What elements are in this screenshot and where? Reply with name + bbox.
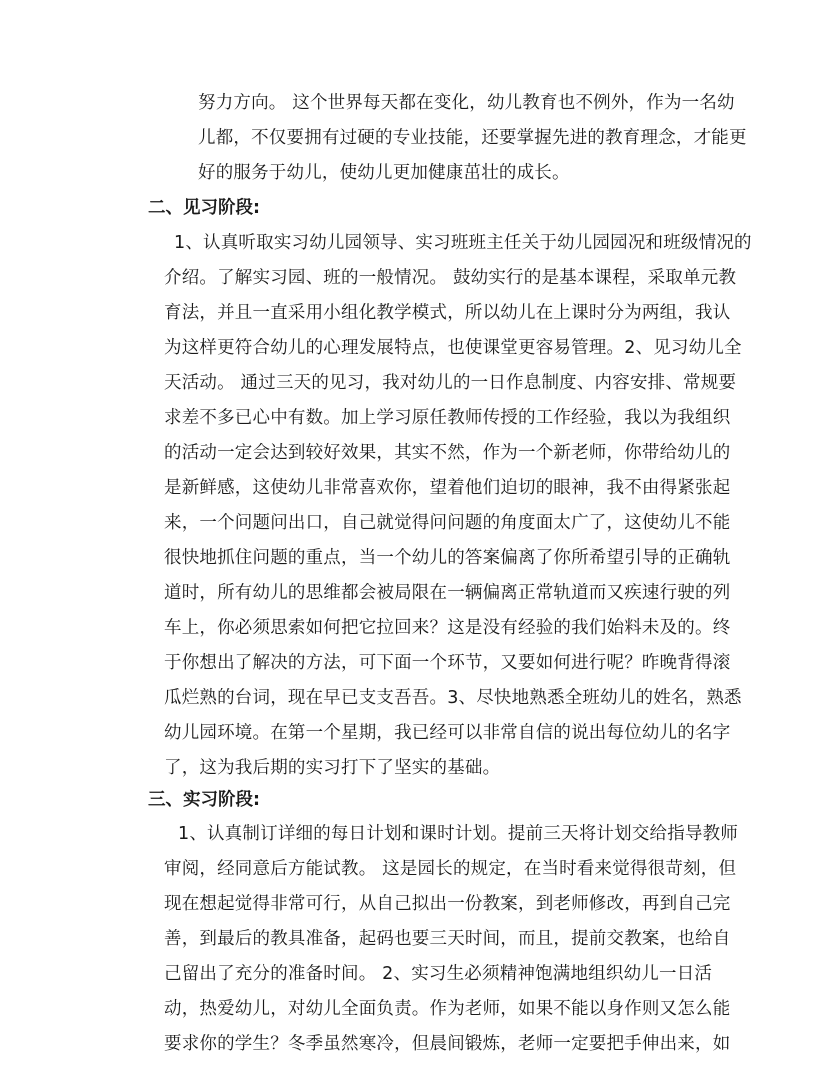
paragraph-line: 现在想起觉得非常可行，从自己拟出一份教案，到老师修改，再到自己完 [164, 894, 731, 914]
paragraph-line: 善，到最后的教具准备，起码也要三天时间，而且，提前交教案，也给自 [164, 929, 731, 949]
paragraph-line: 瓜烂熟的台词，现在早已支支吾吾。3、尽快地熟悉全班幼儿的姓名，熟悉 [164, 688, 742, 708]
paragraph-line: 己留出了充分的准备时间。 2、实习生必须精神饱满地组织幼儿一日活 [164, 964, 713, 984]
paragraph-line: 要求你的学生？冬季虽然寒冷，但晨间锻炼，老师一定要把手伸出来，如 [164, 1034, 731, 1054]
paragraph-line: 努力方向。 这个世界每天都在变化，幼儿教育也不例外，作为一名幼 [198, 93, 735, 113]
paragraph-line: 是新鲜感，这使幼儿非常喜欢你，望着他们迫切的眼神，我不由得紧张起 [164, 478, 731, 498]
paragraph-line: 车上，你必须思索如何把它拉回来？这是没有经验的我们始料未及的。终 [164, 618, 731, 638]
paragraph-line: 道时，所有幼儿的思维都会被局限在一辆偏离正常轨道而又疾速行驶的列 [164, 583, 731, 603]
paragraph-line: 1、认真听取实习幼儿园领导、实习班班主任关于幼儿园园况和班级情况的 [174, 233, 752, 253]
section-heading-practice: 三、实习阶段: [148, 790, 260, 810]
paragraph-line: 幼儿园环境。在第一个星期，我已经可以非常自信的说出每位幼儿的名字 [164, 723, 731, 743]
paragraph-line: 好的服务于幼儿，使幼儿更加健康茁壮的成长。 [198, 163, 570, 183]
paragraph-line: 育法，并且一直采用小组化教学模式，所以幼儿在上课时分为两组，我认 [164, 303, 731, 323]
paragraph-line: 了，这为我后期的实习打下了坚实的基础。 [164, 758, 501, 778]
paragraph-line: 很快地抓住问题的重点，当一个幼儿的答案偏离了你所希望引导的正确轨 [164, 548, 731, 568]
paragraph-line: 审阅，经同意后方能试教。 这是园长的规定，在当时看来觉得很苛刻，但 [164, 859, 737, 879]
paragraph-line: 为这样更符合幼儿的心理发展特点，也使课堂更容易管理。2、见习幼儿全 [164, 338, 742, 358]
paragraph-line: 天活动。 通过三天的见习，我对幼儿的一日作息制度、内容安排、常规要 [164, 373, 737, 393]
paragraph-line: 于你想出了解决的方法，可下面一个环节，又要如何进行呢？昨晚背得滚 [164, 653, 731, 673]
paragraph-line: 动，热爱幼儿，对幼儿全面负责。作为老师，如果不能以身作则又怎么能 [164, 999, 731, 1019]
paragraph-line: 儿都，不仅要拥有过硬的专业技能，还要掌握先进的教育理念，才能更 [198, 128, 747, 148]
paragraph-line: 1、认真制订详细的每日计划和课时计划。提前三天将计划交给指导教师 [178, 824, 739, 844]
paragraph-line: 求差不多已心中有数。加上学习原任教师传授的工作经验，我以为我组织 [164, 408, 731, 428]
paragraph-line: 的活动一定会达到较好效果，其实不然，作为一个新老师，你带给幼儿的 [164, 443, 731, 463]
section-heading-observation: 二、见习阶段: [148, 198, 260, 218]
paragraph-line: 来，一个问题问出口，自己就觉得问问题的角度面太广了，这使幼儿不能 [164, 513, 731, 533]
paragraph-line: 介绍。了解实习园、班的一般情况。 鼓幼实行的是基本课程，采取单元教 [164, 268, 737, 288]
